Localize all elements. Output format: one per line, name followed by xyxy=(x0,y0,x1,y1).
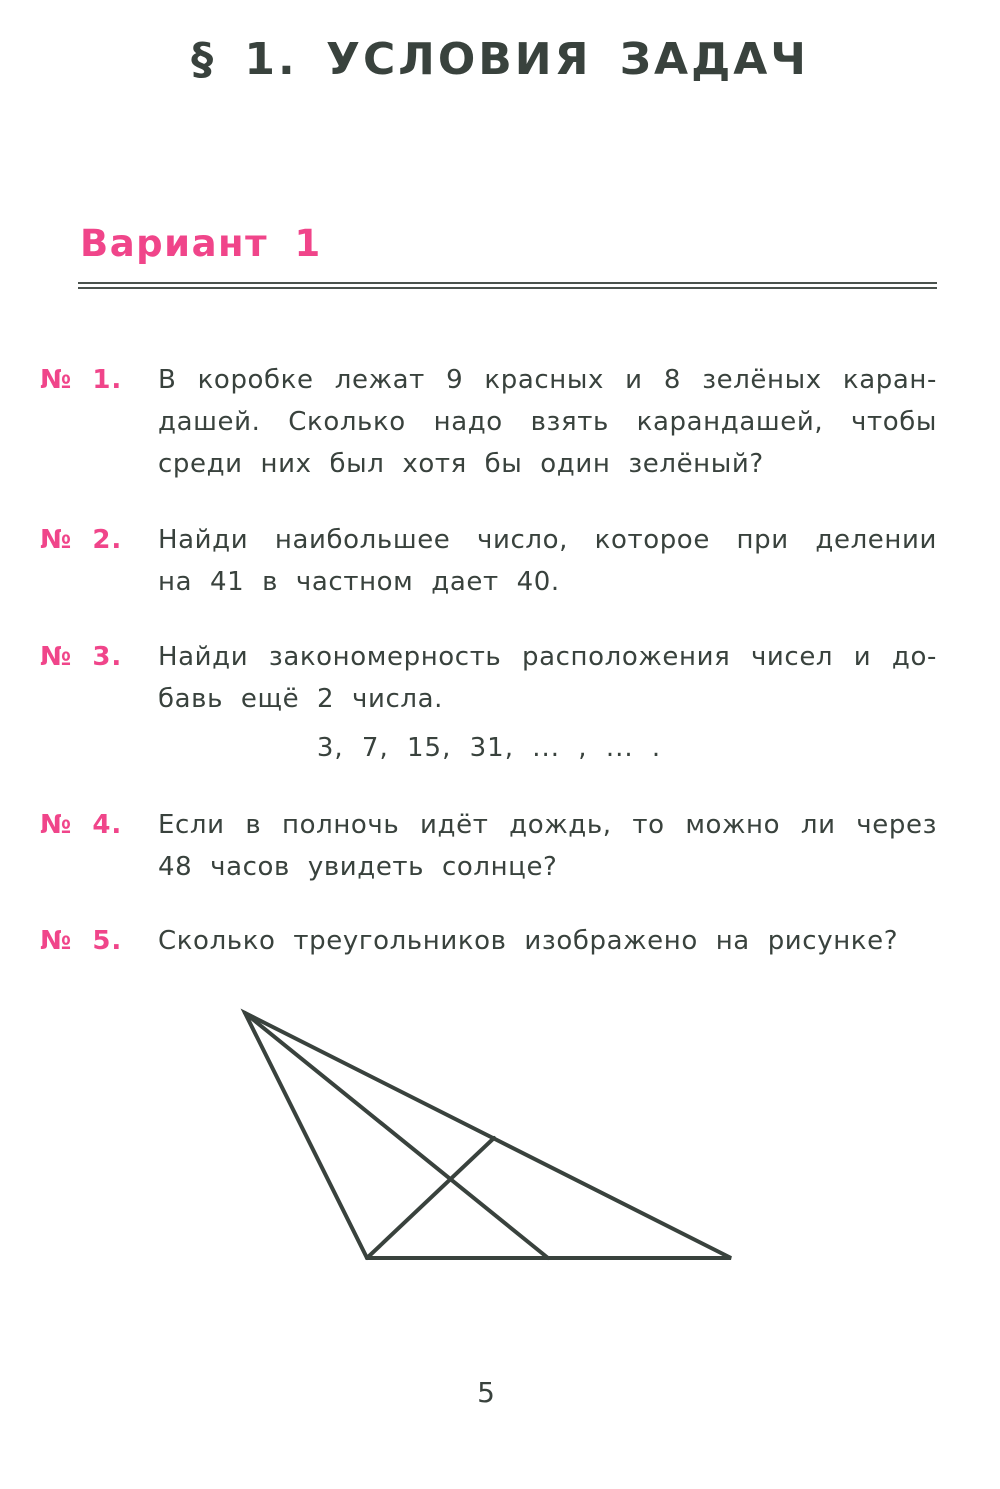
text-line: Найди наибольшее число, которое при делении xyxy=(158,525,937,555)
text-line: бавь ещё 2 числа. xyxy=(158,684,443,714)
problem-5-label: № 5. xyxy=(40,926,123,956)
variant-heading: Вариант 1 xyxy=(80,222,322,265)
text-line: среди них был хотя бы один зелёный? xyxy=(158,449,764,479)
number-sequence: 3, 7, 15, 31, ... , ... . xyxy=(316,733,662,763)
problem-2-label: № 2. xyxy=(40,525,123,555)
text-line: 48 часов увидеть солнце? xyxy=(158,852,558,882)
text-line: Сколько треугольников изображено на рисунке? xyxy=(158,926,899,956)
outer-triangle xyxy=(245,1013,731,1258)
text-line: В коробке лежат 9 красных и 8 зелёных каран- xyxy=(158,365,937,395)
problem-1-label: № 1. xyxy=(40,365,123,395)
problem-4-label: № 4. xyxy=(40,810,123,840)
page-number: 5 xyxy=(477,1376,495,1409)
text-line: Если в полночь идёт дождь, то можно ли через xyxy=(158,810,937,840)
cevian-from-apex xyxy=(245,1013,548,1258)
text-line: Найди закономерность расположения чисел и до- xyxy=(158,642,937,672)
section-title: § 1. УСЛОВИЯ ЗАДАЧ xyxy=(191,34,809,85)
text-line: дашей. Сколько надо взять карандашей, чтобы xyxy=(158,407,937,437)
problem-3-label: № 3. xyxy=(40,642,123,672)
text-line: на 41 в частном дает 40. xyxy=(158,567,560,597)
